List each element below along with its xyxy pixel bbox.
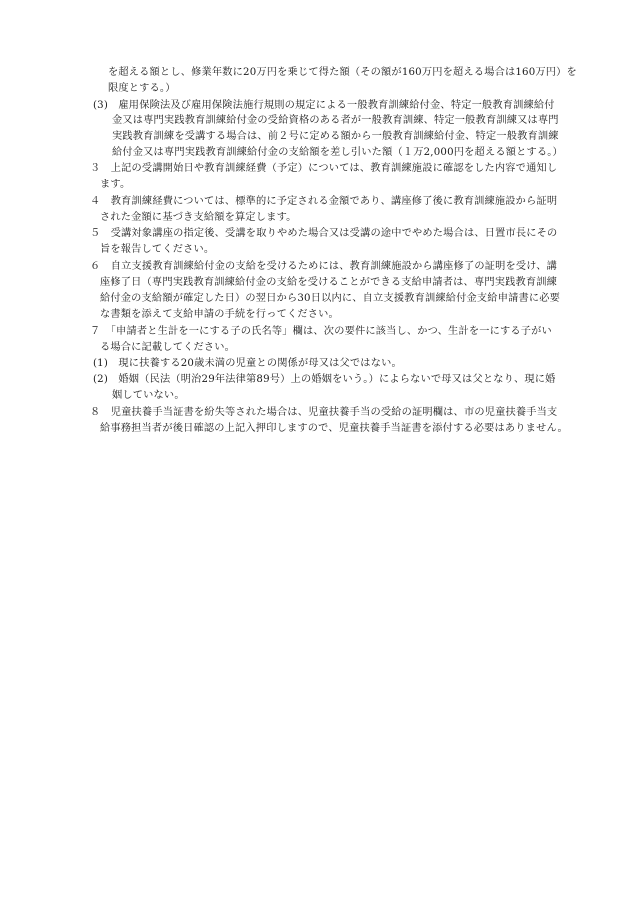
text-line: ４ 教育訓練経費については、標準的に予定される金額であり、講座修了後に教育訓練施設から証明 bbox=[90, 196, 558, 207]
text-line: 金又は専門実践教育訓練給付金の受給資格のある者が一般教育訓練、特定一般教育訓練又は専門 bbox=[112, 115, 559, 126]
text-line: 実践教育訓練を受講する場合は、前２号に定める額から一般教育訓練給付金、特定一般教育訓練 bbox=[112, 131, 559, 142]
text-line: (3) 雇用保険法及び雇用保険法施行規則の規定による一般教育訓練給付金、特定一般教育訓練給付 bbox=[93, 100, 555, 111]
text-line: ます。 bbox=[100, 179, 131, 190]
text-line: 姻していない。 bbox=[112, 390, 185, 401]
text-line: 座修了日（専門実践教育訓練給付金の支給を受けることができる支給申請者は、専門実践教育訓練 bbox=[100, 277, 558, 288]
text-line: された金額に基づき支給額を算定します。 bbox=[100, 212, 297, 223]
text-line: ８ 児童扶養手当証書を紛失等された場合は、児童扶養手当の受給の証明欄は、市の児童扶養手当支 bbox=[90, 407, 558, 418]
text-line: な書類を添えて支給申請の手続を行ってください。 bbox=[100, 309, 339, 320]
text-line: 給付金又は専門実践教育訓練給付金の支給額を差し引いた額（１万2,000円を超える額とする。） bbox=[112, 147, 563, 158]
text-line: 給事務担当者が後日確認の上記入押印しますので、児童扶養手当証書を添付する必要はありません。 bbox=[100, 423, 568, 434]
text-line: 給付金の支給額が確定した日）の翌日から30日以内に、自立支援教育訓練給付金支給申請書に必要 bbox=[100, 293, 561, 304]
text-line: ５ 受講対象講座の指定後、受講を取りやめた場合又は受講の途中でやめた場合は、日置市長にその bbox=[90, 228, 558, 239]
text-line: ６ 自立支援教育訓練給付金の支給を受けるためには、教育訓練施設から講座修了の証明を受け、講 bbox=[90, 261, 558, 272]
text-line: (2) 婚姻（民法（明治29年法律第89号）上の婚姻をいう。）によらないで母又は父となり、現に婚 bbox=[93, 374, 556, 385]
text-line: を超える額とし、修業年数に20万円を乗じて得た額（その額が160万円を超える場合は160万円）を bbox=[108, 67, 577, 78]
text-line: (1) 現に扶養する20歳未満の児童との関係が母又は父ではない。 bbox=[93, 358, 402, 369]
text-line: る場合に記載してください。 bbox=[100, 342, 236, 353]
text-line: 限度とする。） bbox=[108, 83, 176, 94]
text-line: ７ 「申請者と生計を一にする子の氏名等」欄は、次の要件に該当し、かつ、生計を一にする子がい bbox=[90, 326, 552, 337]
text-line: 旨を報告してください。 bbox=[100, 244, 215, 255]
text-line: ３ 上記の受講開始日や教育訓練経費（予定）については、教育訓練施設に確認をした内容で通知し bbox=[90, 163, 558, 174]
